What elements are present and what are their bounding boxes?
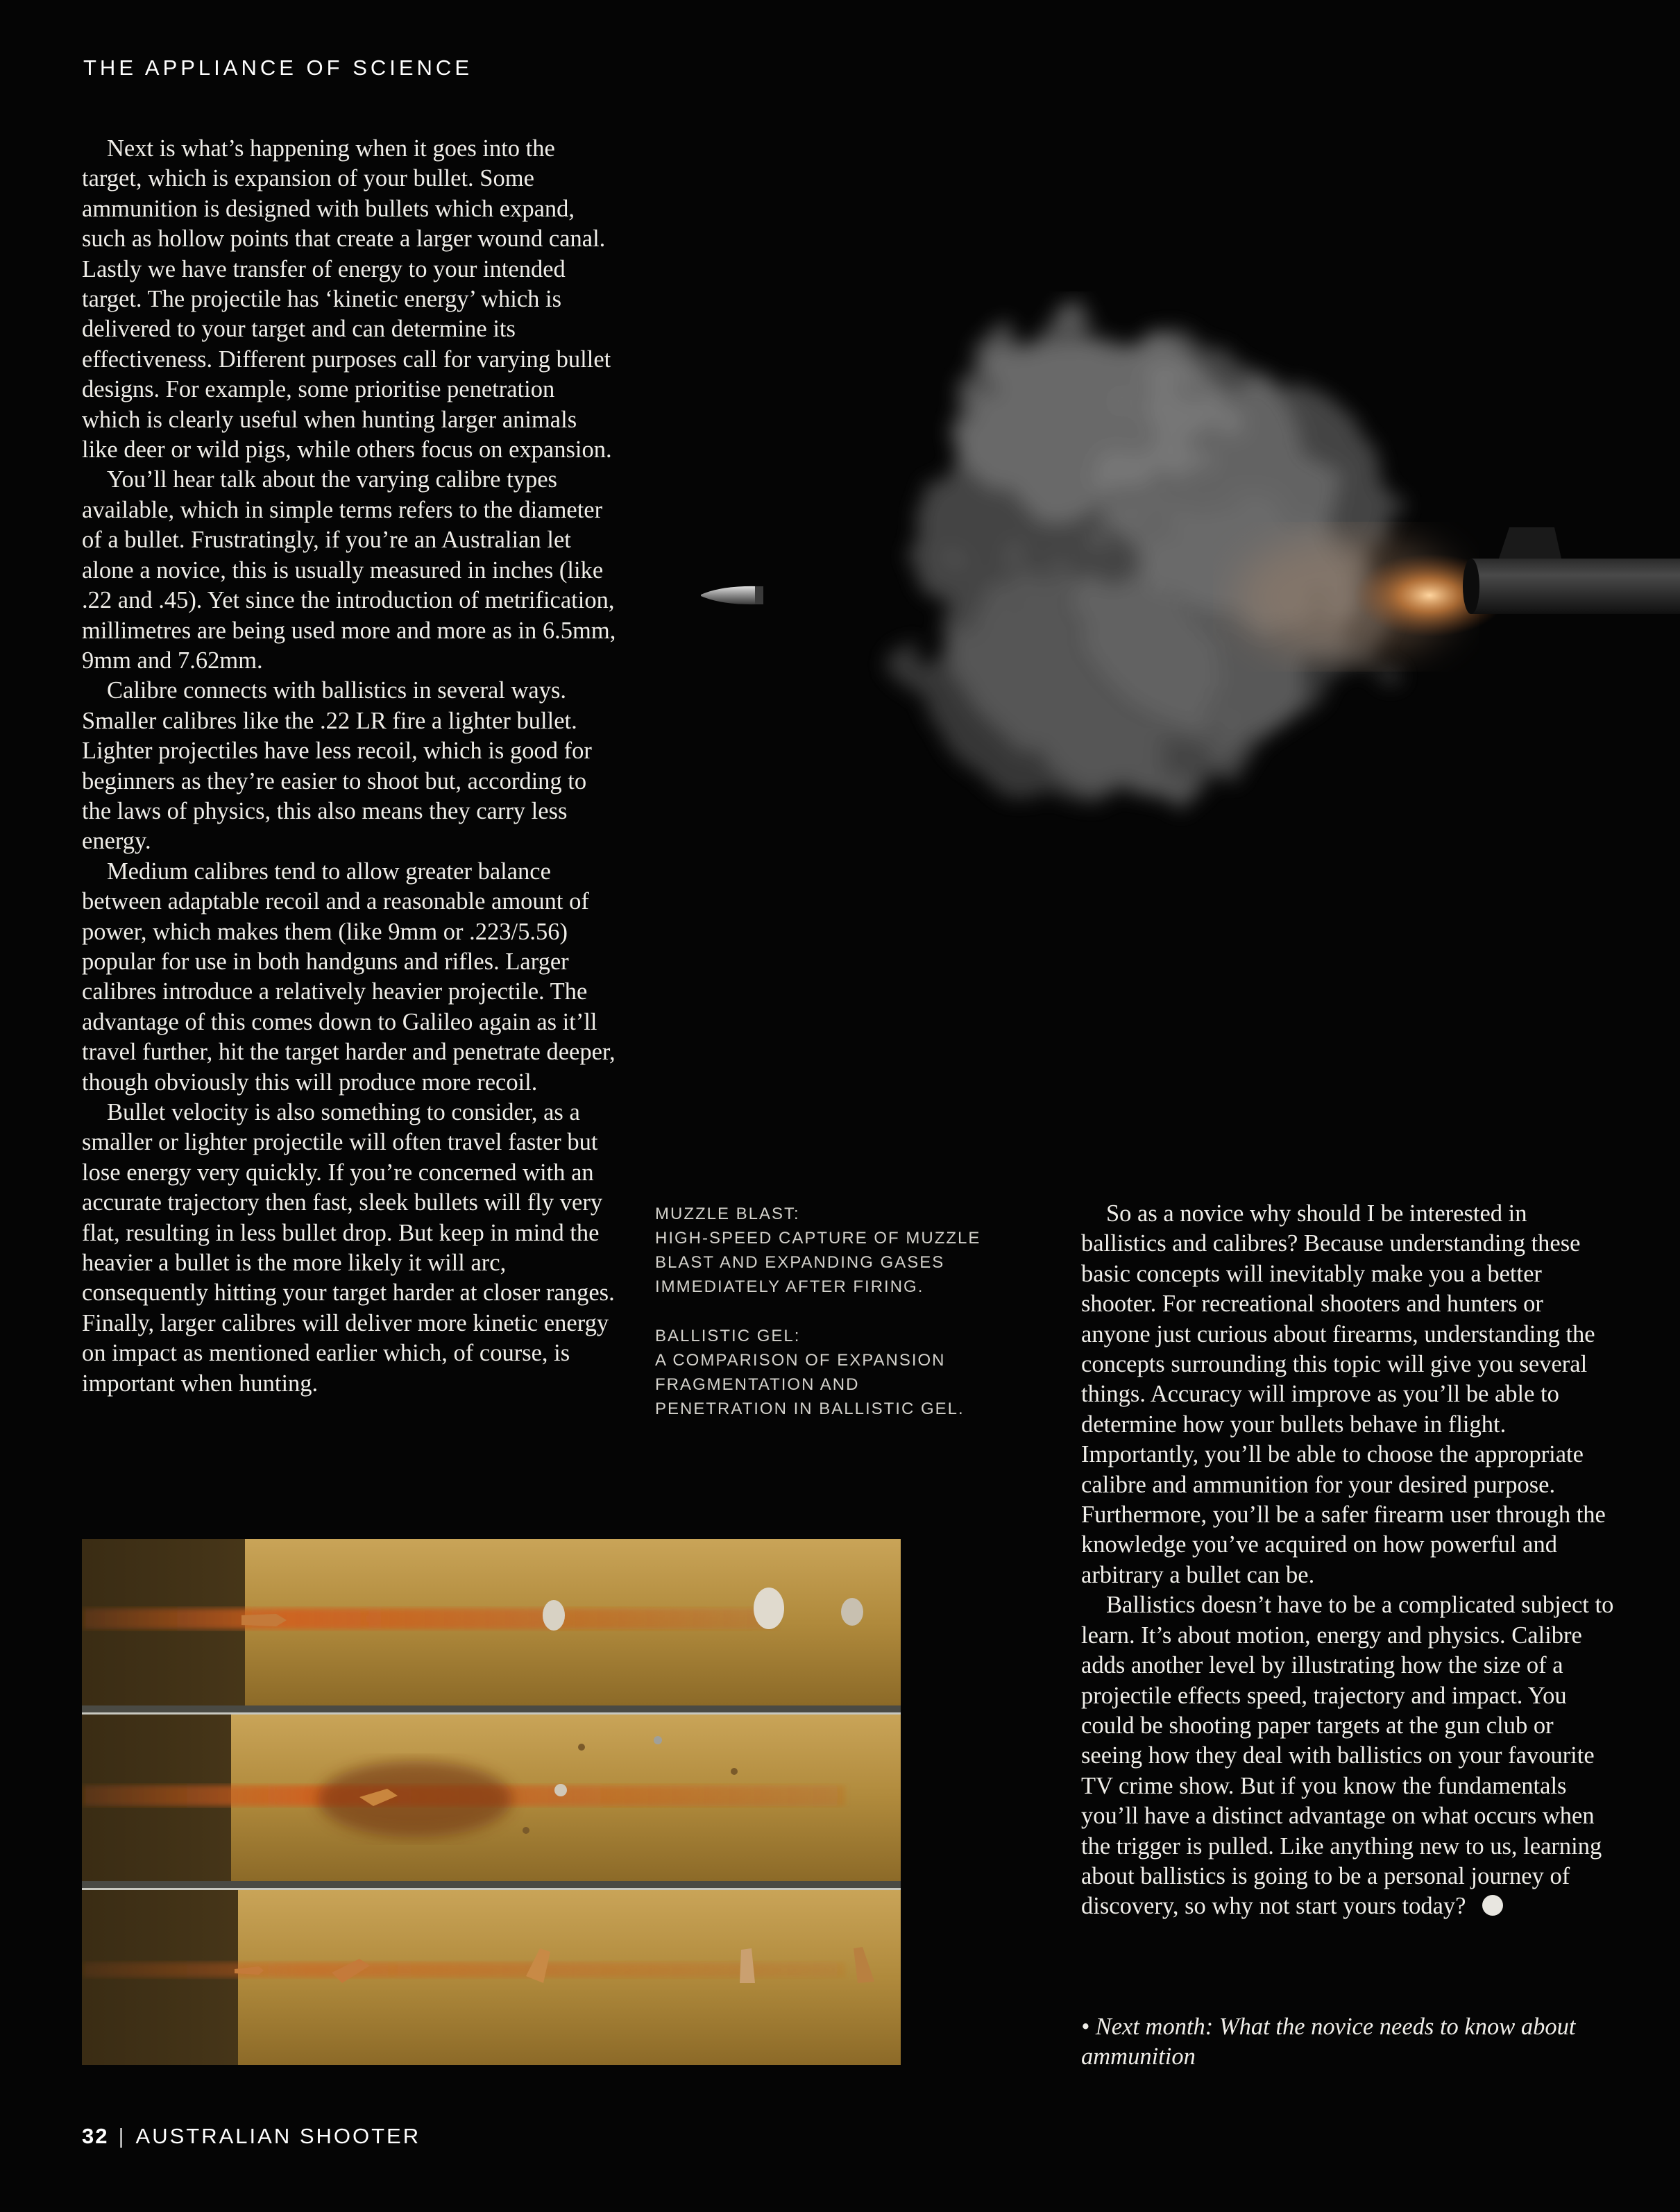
ballistic-gel-photo bbox=[82, 1539, 901, 2065]
muzzle-blast-photo bbox=[680, 291, 1680, 951]
article-paragraph bbox=[1081, 1590, 1615, 1921]
article-paragraph: Next is what’s happening when it goes into the target, which is expansion of your bullet. Some ammunition is designed with bullets which expand, such as hollow points that create a larger wound canal. Lastly we have transfer of energy to your intended target. The projectile has ‘kinetic energy’ which is delivered to your target and can determine its effectiveness. Different purposes call for varying bullet designs. For example, some prioritise penetration which is clearly useful when hunting larger animals like deer or wild pigs, while others focus on expansion. bbox=[82, 135, 612, 463]
caption-line: FRAGMENTATION AND bbox=[655, 1375, 860, 1394]
article-paragraph: Calibre connects with ballistics in several ways. Smaller calibres like the .22 LR fire a lighter bullet. Lighter projectiles have less recoil, which is good for beginners as they’re easier to shoot but, according to the laws of physics, this also means they carry less energy. bbox=[82, 677, 592, 855]
caption-line: BLAST AND EXPANDING GASES bbox=[655, 1253, 945, 1272]
caption-line: HIGH-SPEED CAPTURE OF MUZZLE bbox=[655, 1229, 981, 1248]
caption-muzzle-blast bbox=[655, 1202, 1030, 1299]
caption-line: MUZZLE BLAST: bbox=[655, 1205, 800, 1223]
article-paragraph: Bullet velocity is also something to consider, as a smaller or lighter projectile will often travel faster but lose energy very quickly. If you’re concerned with an accurate trajectory then fast, sleek bullets will fly very flat, resulting in less bullet drop. But keep in mind the heavier a bullet is the more likely it will arc, consequently hitting your target harder at closer ranges. Finally, larger calibres will deliver more kinetic energy on impact as mentioned earlier which, of course, is important when hunting. bbox=[82, 1099, 615, 1397]
section-header: THE APPLIANCE OF SCIENCE bbox=[83, 56, 473, 80]
end-of-article-icon bbox=[1482, 1895, 1503, 1916]
article-column-right bbox=[1081, 1199, 1615, 1922]
next-month-teaser: • Next month: What the novice needs to know about ammunition bbox=[1081, 2014, 1576, 2070]
page-footer bbox=[82, 2124, 421, 2149]
article-column-left bbox=[82, 134, 616, 1399]
caption-line: PENETRATION IN BALLISTIC GEL. bbox=[655, 1399, 965, 1418]
caption-line: A COMPARISON OF EXPANSION bbox=[655, 1351, 946, 1370]
article-paragraph: Medium calibres tend to allow greater balance between adaptable recoil and a reasonable amount of power, which makes them (like 9mm or .223/5.56) popular for use in both handguns and rifles. Larger calibres introduce a relatively heavier projectile. The advantage of this comes down to Galileo again as it’ll travel further, hit the target harder and penetrate deeper, though obviously this will produce more recoil. bbox=[82, 858, 616, 1096]
page-number: 32 bbox=[82, 2124, 109, 2148]
article-paragraph: So as a novice why should I be interested in ballistics and calibres? Because understanding these basic concepts will inevitably make you a better shooter. For recreational shooters and hunters or anyone just curious about firearms, understanding the concepts surrounding this topic will give you several things. Accuracy will improve as you’ll be able to determine how your bullets behave in flight. Importantly, you’ll be able to choose the appropriate calibre and ammunition for your desired purpose. Furthermore, you’ll be a safer firearm user through the knowledge you’ve acquired on how powerful and arbitrary a bullet can be. bbox=[1081, 1200, 1606, 1588]
publication-name: AUSTRALIAN SHOOTER bbox=[135, 2124, 421, 2148]
article-paragraph-text: Ballistics doesn’t have to be a complicated subject to learn. It’s about motion, energy and physics. Calibre adds another level by illustrating how the size of a projectile effects speed, trajectory and impact. You could be shooting paper targets at the gun club or seeing how they deal with ballistics on your favourite TV crime show. But if you know the fundamentals you’ll have a distinct advantage on what occurs when the trigger is pulled. Like anything new to us, learning about ballistics is going to be a personal journey of discovery, so why not start yours today? bbox=[1081, 1592, 1614, 1920]
caption-line: BALLISTIC GEL: bbox=[655, 1327, 801, 1345]
article-paragraph: You’ll hear talk about the varying calibre types available, which in simple terms refers to the diameter of a bullet. Frustratingly, if you’re an Australian let alone a novice, this is usually measured in inches (like .22 and .45). Yet since the introduction of metrification, millimetres are being used more and more as in 6.5mm, 9mm and 7.62mm. bbox=[82, 466, 616, 674]
caption-ballistic-gel bbox=[655, 1324, 1030, 1421]
footer-separator: | bbox=[118, 2124, 126, 2148]
caption-line: IMMEDIATELY AFTER FIRING. bbox=[655, 1277, 924, 1296]
